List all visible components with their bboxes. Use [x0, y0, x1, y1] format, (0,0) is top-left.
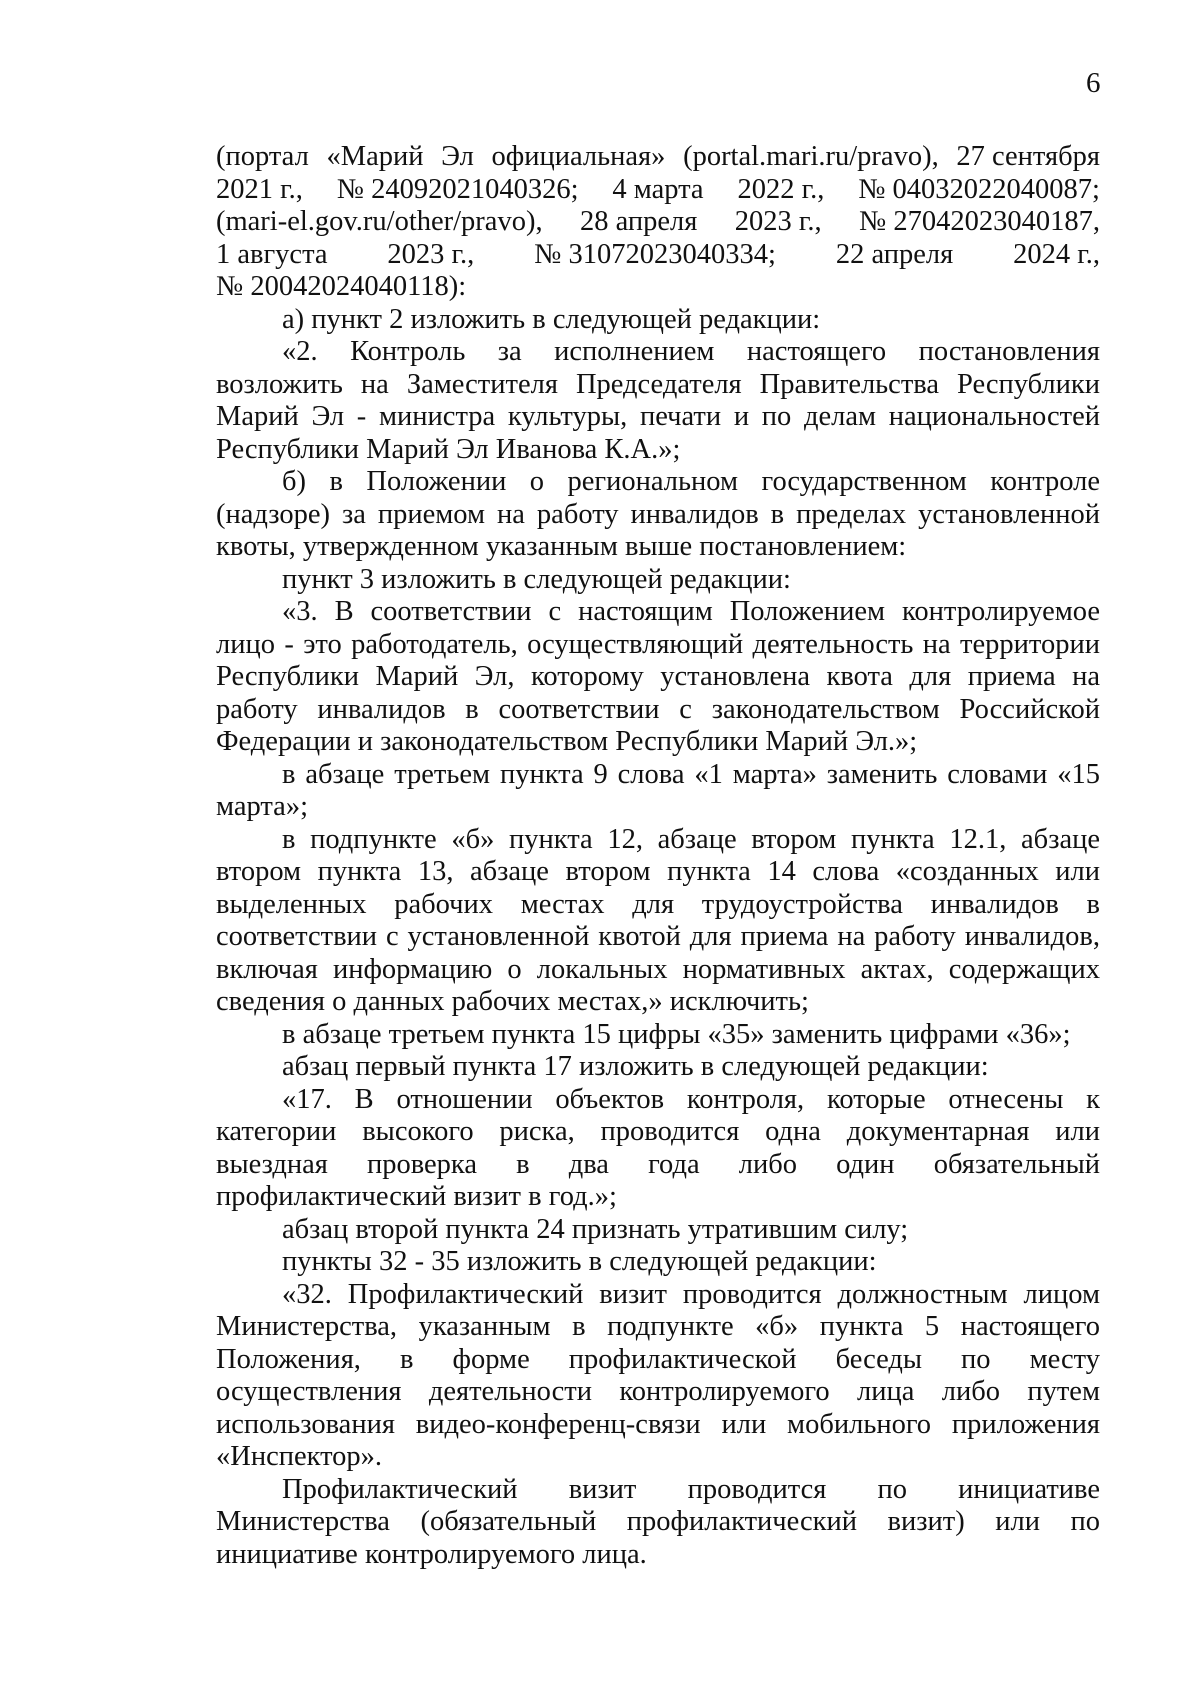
intro-word: официальная» [491, 141, 666, 172]
intro-word: 4 марта [612, 173, 704, 205]
paragraph-point-17-intro: абзац первый пункта 17 изложить в следующей редакции: [282, 1051, 989, 1082]
intro-word: № 20042024040118): [216, 271, 467, 302]
paragraph-item-b: б) в Положении о региональном государственном контроле (надзоре) за приемом на работу инвалидов в пределах установленной квоты, утвержденном указанным выше постановлением: [216, 466, 1100, 562]
intro-word: 22 апреля [835, 238, 954, 270]
intro-word: 27 сентября [956, 141, 1100, 172]
intro-word: «Марий [326, 141, 424, 172]
intro-word: (портал [216, 141, 309, 172]
intro-word: Эл [441, 141, 474, 172]
intro-word: 2023 г., [734, 206, 822, 237]
paragraph-quote-2: «2. Контроль за исполнением настоящего постановления возложить на Заместителя Председателя Правительства Республики Марий Эл - министра культуры, печати и по делам национальностей Республики Марий Эл Иванова К.А.»; [216, 336, 1100, 465]
document-body [216, 141, 1100, 1571]
intro-line [216, 206, 1100, 239]
intro-line [216, 174, 1100, 207]
intro-line [216, 271, 1100, 304]
intro-word: (mari-el.gov.ru/other/pravo), [216, 206, 543, 237]
intro-line [216, 141, 1100, 174]
paragraph-point-24: абзац второй пункта 24 признать утратившим силу; [282, 1213, 909, 1245]
intro-word: 2024 г., [1013, 238, 1100, 270]
paragraph-point-9: в абзаце третьем пункта 9 слова «1 марта» заменить словами «15 марта»; [216, 758, 1100, 822]
intro-word: 28 апреля [579, 206, 698, 237]
paragraph-quote-17: «17. В отношении объектов контроля, которые отнесены к категории высокого риска, проводится одна документарная или выездная проверка в два года либо один обязательный профилактический визит в год.»; [216, 1083, 1100, 1212]
intro-word: № 04032022040087; [858, 173, 1100, 205]
intro-word: № 24092021040326; [336, 173, 579, 205]
paragraph-points-32-35-intro: пункты 32 - 35 изложить в следующей редакции: [282, 1246, 877, 1277]
intro-word: 2023 г., [387, 238, 475, 270]
paragraph-quote-3: «3. В соответствии с настоящим Положением контролируемое лицо - это работодатель, осуществляющий деятельность на территории Республики Марий Эл, которому установлена квота для приема на работу инвалидов в соответствии с законодательством Российской Федерации и законодательством Республики Марий Эл.»; [216, 596, 1100, 757]
paragraph-item-a: а) пункт 2 изложить в следующей редакции: [282, 303, 821, 335]
paragraph-visit-initiative: Профилактический визит проводится по инициативе Министерства (обязательный профилактический визит) или по инициативе контролируемого лица. [216, 1473, 1100, 1570]
intro-word: (portal.mari.ru/pravo), [683, 141, 939, 172]
intro-word: № 27042023040187, [859, 206, 1100, 237]
paragraph-points-12-14: в подпункте «б» пункта 12, абзаце втором пункта 12.1, абзаце втором пункта 13, абзаце втором пункта 14 слова «созданных или выделенных рабочих местах для трудоустройства инвалидов в соответствии с установленной квотой для приема на работу инвалидов, включая информацию о локальных нормативных актах, содержащих сведения о данных рабочих местах,» исключить; [216, 823, 1100, 1017]
intro-word: № 31072023040334; [534, 238, 776, 270]
intro-word: 2022 г., [737, 173, 825, 205]
intro-block [216, 141, 1100, 304]
paragraph-point-3-intro: пункт 3 изложить в следующей редакции: [282, 563, 791, 595]
page-number: 6 [1086, 67, 1101, 99]
intro-word: 1 августа [216, 238, 328, 270]
intro-word: 2021 г., [216, 173, 303, 205]
paragraph-quote-32: «32. Профилактический визит проводится должностным лицом Министерства, указанным в подпункте «б» пункта 5 настоящего Положения, в форме профилактической беседы по месту осуществления деятельности контролируемого лица либо путем использования видео-конференц-связи или мобильного приложения «Инспектор». [216, 1278, 1100, 1472]
intro-line [216, 239, 1100, 272]
paragraph-point-15: в абзаце третьем пункта 15 цифры «35» заменить цифрами «36»; [282, 1018, 1071, 1050]
